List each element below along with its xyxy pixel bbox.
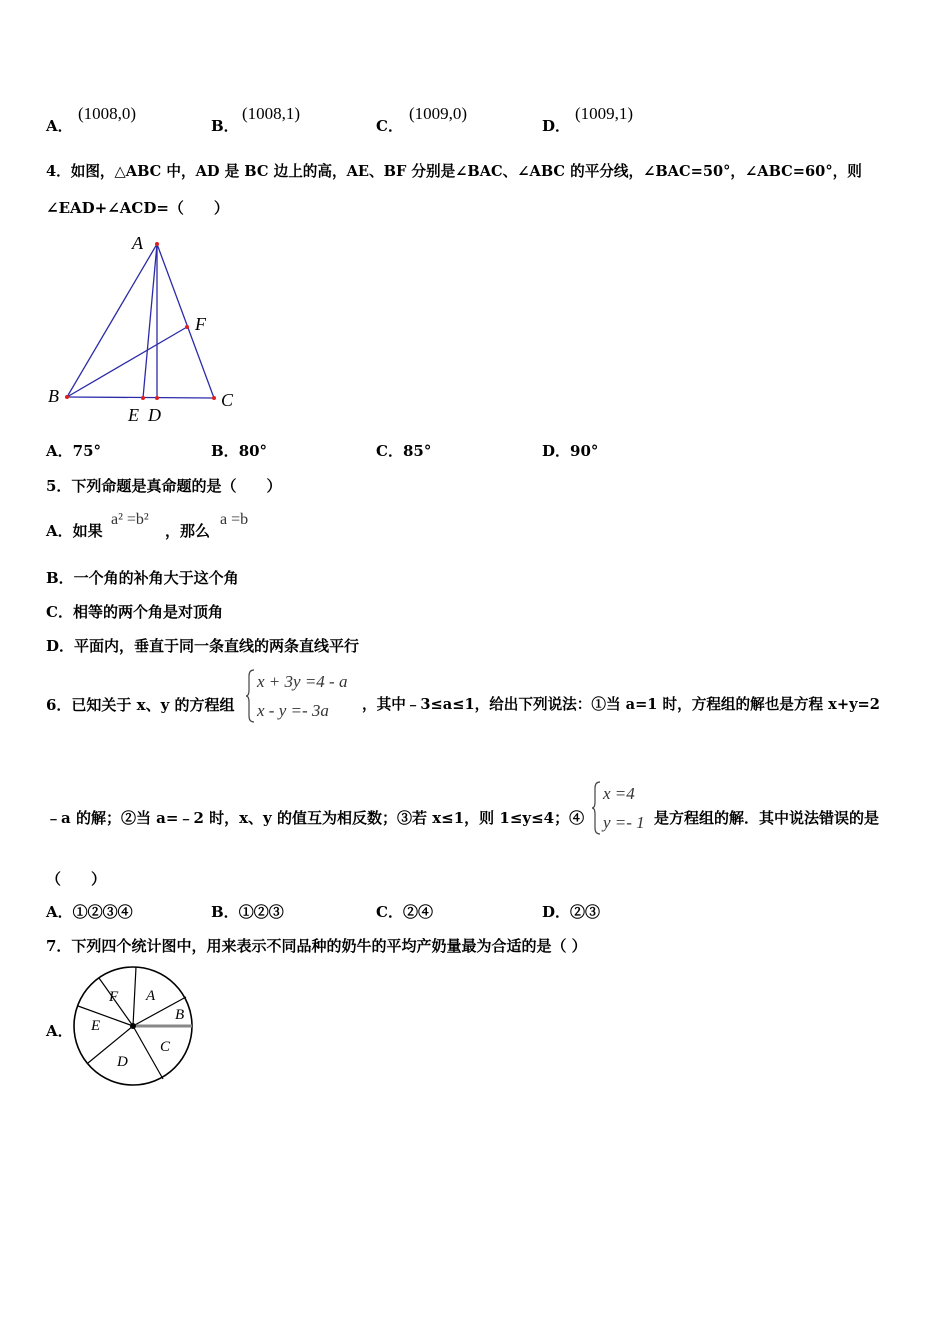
vertex-label-f: F (195, 314, 206, 334)
pie-label-f: F (109, 989, 119, 1005)
q4-option-b: B．80° (211, 442, 268, 460)
q6-equation-2: x - y =- 3a (257, 701, 329, 720)
pie-label-b: B (175, 1007, 185, 1023)
q5-stem: 5．下列命题是真命题的是（ ） (46, 477, 282, 495)
vertex-label-e: E (128, 405, 139, 422)
q4-option-c: C．85° (376, 442, 432, 460)
q3-option-c-value: (1009,0) (409, 104, 468, 123)
q5-option-c: C．相等的两个角是对顶角 (46, 603, 223, 621)
q7-stem: 7．下列四个统计图中，用来表示不同品种的奶牛的平均产奶量最为合适的是（ ） (46, 937, 587, 955)
q6-option-d: D．②③ (542, 903, 601, 921)
q3-option-b-letter: B． (211, 117, 239, 135)
pie-label-c: C (160, 1039, 171, 1055)
q7-option-a-letter: A． (46, 1022, 73, 1040)
q3-option-c-letter: C． (376, 117, 403, 135)
pie-label-d: D (117, 1054, 128, 1070)
q4-option-d: D．90° (542, 442, 599, 460)
q4-stem-line2: ∠EAD+∠ACD=（ ） (46, 199, 229, 217)
q6-line2-end: 是方程组的解．其中说法错误的是 (654, 809, 880, 827)
pie-label-e: E (91, 1018, 101, 1034)
q6-solution-brace (592, 780, 602, 836)
vertex-label-c: C (221, 390, 234, 410)
vertex-label-a: A (132, 233, 143, 253)
q6-answer-paren: （ ） (46, 870, 107, 888)
q5-option-b: B．一个角的补角大于这个角 (46, 569, 239, 587)
q6-stem-start: 6．已知关于 x、y 的方程组 (46, 696, 235, 714)
q6-equation-1: x + 3y =4 - a (257, 672, 348, 691)
q4-stem-line1: 4．如图，△ABC 中，AD 是 BC 边上的高，AE、BF 分别是∠BAC、∠ABC 的平分线，∠BAC=50°，∠ABC=60°，则 (46, 163, 862, 180)
q6-option-a: A．①②③④ (46, 903, 133, 921)
q5-option-a-math1: a² =b² (111, 511, 149, 528)
q6-option-c: C．②④ (376, 903, 433, 921)
vertex-label-b: B (48, 386, 59, 406)
q5-option-a-math2: a =b (220, 511, 249, 528)
q6-system-brace (246, 668, 256, 724)
q3-option-a-letter: A． (46, 117, 73, 135)
q6-solution-y: y =- 1 (603, 813, 645, 832)
q5-option-d: D．平面内，垂直于同一条直线的两条直线平行 (46, 637, 360, 655)
q4-triangle-figure (40, 232, 240, 422)
q4-option-a: A．75° (46, 442, 102, 460)
vertex-label-d: D (148, 405, 161, 422)
q3-option-a-value: (1008,0) (78, 104, 137, 123)
q5-option-a-prefix: A．如果 (46, 522, 103, 540)
q5-option-a-mid: ，那么 (165, 522, 211, 540)
q7-pie-chart (70, 962, 200, 1092)
pie-label-a: A (146, 988, 156, 1004)
q3-option-b-value: (1008,1) (242, 104, 301, 123)
q6-line2-start: ﹣a 的解；②当 a=﹣2 时，x、y 的值互为相反数；③若 x≤1，则 1≤y≤4；④ (46, 809, 585, 827)
q6-stem-continued: ，其中﹣3≤a≤1，给出下列说法：①当 a=1 时，方程组的解也是方程 x+y=2 (362, 696, 880, 713)
q3-option-d-value: (1009,1) (575, 104, 634, 123)
q6-solution-x: x =4 (603, 784, 635, 803)
q6-option-b: B．①②③ (211, 903, 284, 921)
q3-option-d-letter: D． (542, 117, 571, 135)
